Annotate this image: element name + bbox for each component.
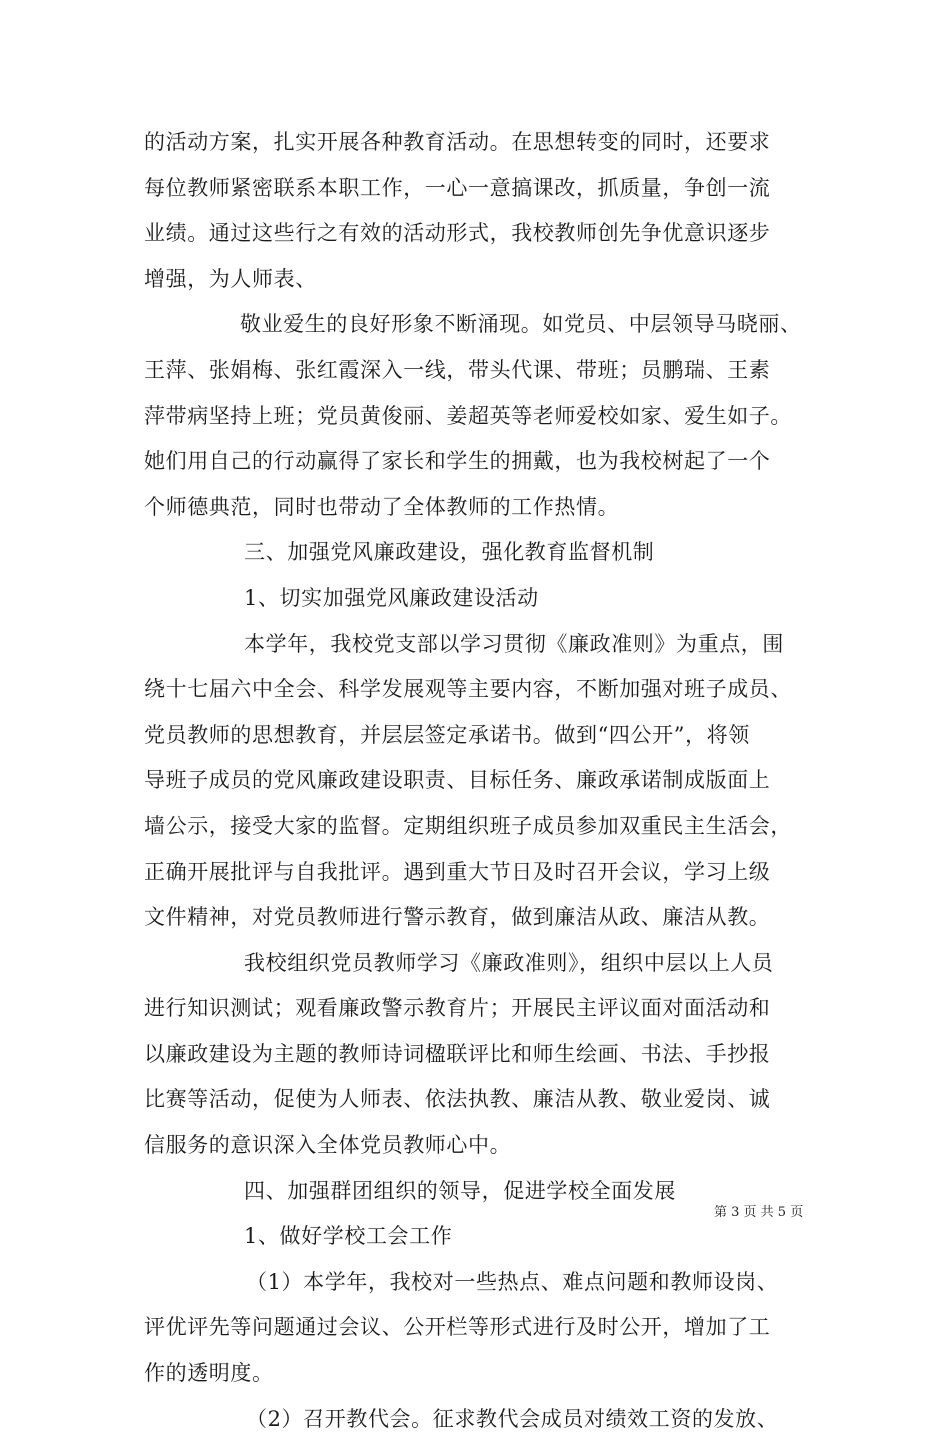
text-line: 作的透明度。: [144, 1361, 274, 1386]
text-line: 党员教师的思想教育，并层层签定承诺书。做到“四公开”，将领: [144, 722, 750, 747]
document-body: [144, 120, 814, 1442]
text-line: 比赛等活动，促使为人师表、依法执教、廉洁从教、敬业爱岗、诚: [144, 1087, 771, 1112]
text-line: 本学年，我校党支部以学习贯彻《廉政准则》为重点，围: [244, 631, 784, 656]
text-line: 敬业爱生的良好形象不断涌现。如党员、中层领导马晓丽、: [240, 312, 802, 337]
text-line: 绕十七届六中全会、科学发展观等主要内容，不断加强对班子成员、: [144, 677, 792, 702]
text-line: 王萍、张娟梅、张红霞深入一线，带头代课、带班；员鹏瑞、王素: [144, 357, 771, 382]
text-line: 正确开展批评与自我批评。遇到重大节日及时召开会议，学习上级: [144, 859, 771, 884]
text-line: 业绩。通过这些行之有效的活动形式，我校教师创先争优意识逐步: [144, 221, 771, 246]
text-line: （1）本学年，我校对一些热点、难点问题和教师设岗、: [246, 1269, 779, 1294]
text-line: 以廉政建设为主题的教师诗词楹联评比和师生绘画、书法、手抄报: [144, 1041, 771, 1066]
text-line: 每位教师紧密联系本职工作，一心一意搞课改，抓质量，争创一流: [144, 175, 771, 200]
text-line: 墙公示，接受大家的监督。定期组织班子成员参加双重民主生活会，: [144, 813, 792, 838]
text-line: 进行知识测试；观看廉政警示教育片；开展民主评议面对面活动和: [144, 996, 771, 1021]
text-line: 萍带病坚持上班；党员黄俊丽、姜超英等老师爱校如家、爱生如子。: [144, 403, 792, 428]
text-line: 1、切实加强党风廉政建设活动: [244, 585, 539, 610]
text-line: 个师德典范，同时也带动了全体教师的工作热情。: [144, 494, 620, 519]
text-line: 的活动方案，扎实开展各种教育活动。在思想转变的同时，还要求: [144, 130, 771, 154]
page-number-footer: 第 3 页 共 5 页: [714, 1205, 804, 1220]
text-line: 四、加强群团组织的领导，促进学校全面发展: [244, 1178, 676, 1203]
text-line: 文件精神，对党员教师进行警示教育，做到廉洁从政、廉洁从教。: [144, 905, 771, 930]
text-line: 评优评先等问题通过会议、公开栏等形式进行及时公开，增加了工: [144, 1315, 771, 1340]
text-line: 她们用自己的行动赢得了家长和学生的拥戴，也为我校树起了一个: [144, 449, 771, 474]
text-line: 增强，为人师表、: [144, 266, 317, 291]
text-line: 三、加强党风廉政建设，强化教育监督机制: [244, 540, 655, 565]
text-line: 导班子成员的党风廉政建设职责、目标任务、廉政承诺制成版面上: [144, 768, 771, 793]
text-line: 1、做好学校工会工作: [244, 1224, 453, 1249]
text-line: 信服务的意识深入全体党员教师心中。: [144, 1133, 512, 1158]
text-line: （2）召开教代会。征求教代会成员对绩效工资的发放、: [246, 1406, 779, 1431]
text-line: 我校组织党员教师学习《廉政准则》，组织中层以上人员: [244, 950, 774, 975]
